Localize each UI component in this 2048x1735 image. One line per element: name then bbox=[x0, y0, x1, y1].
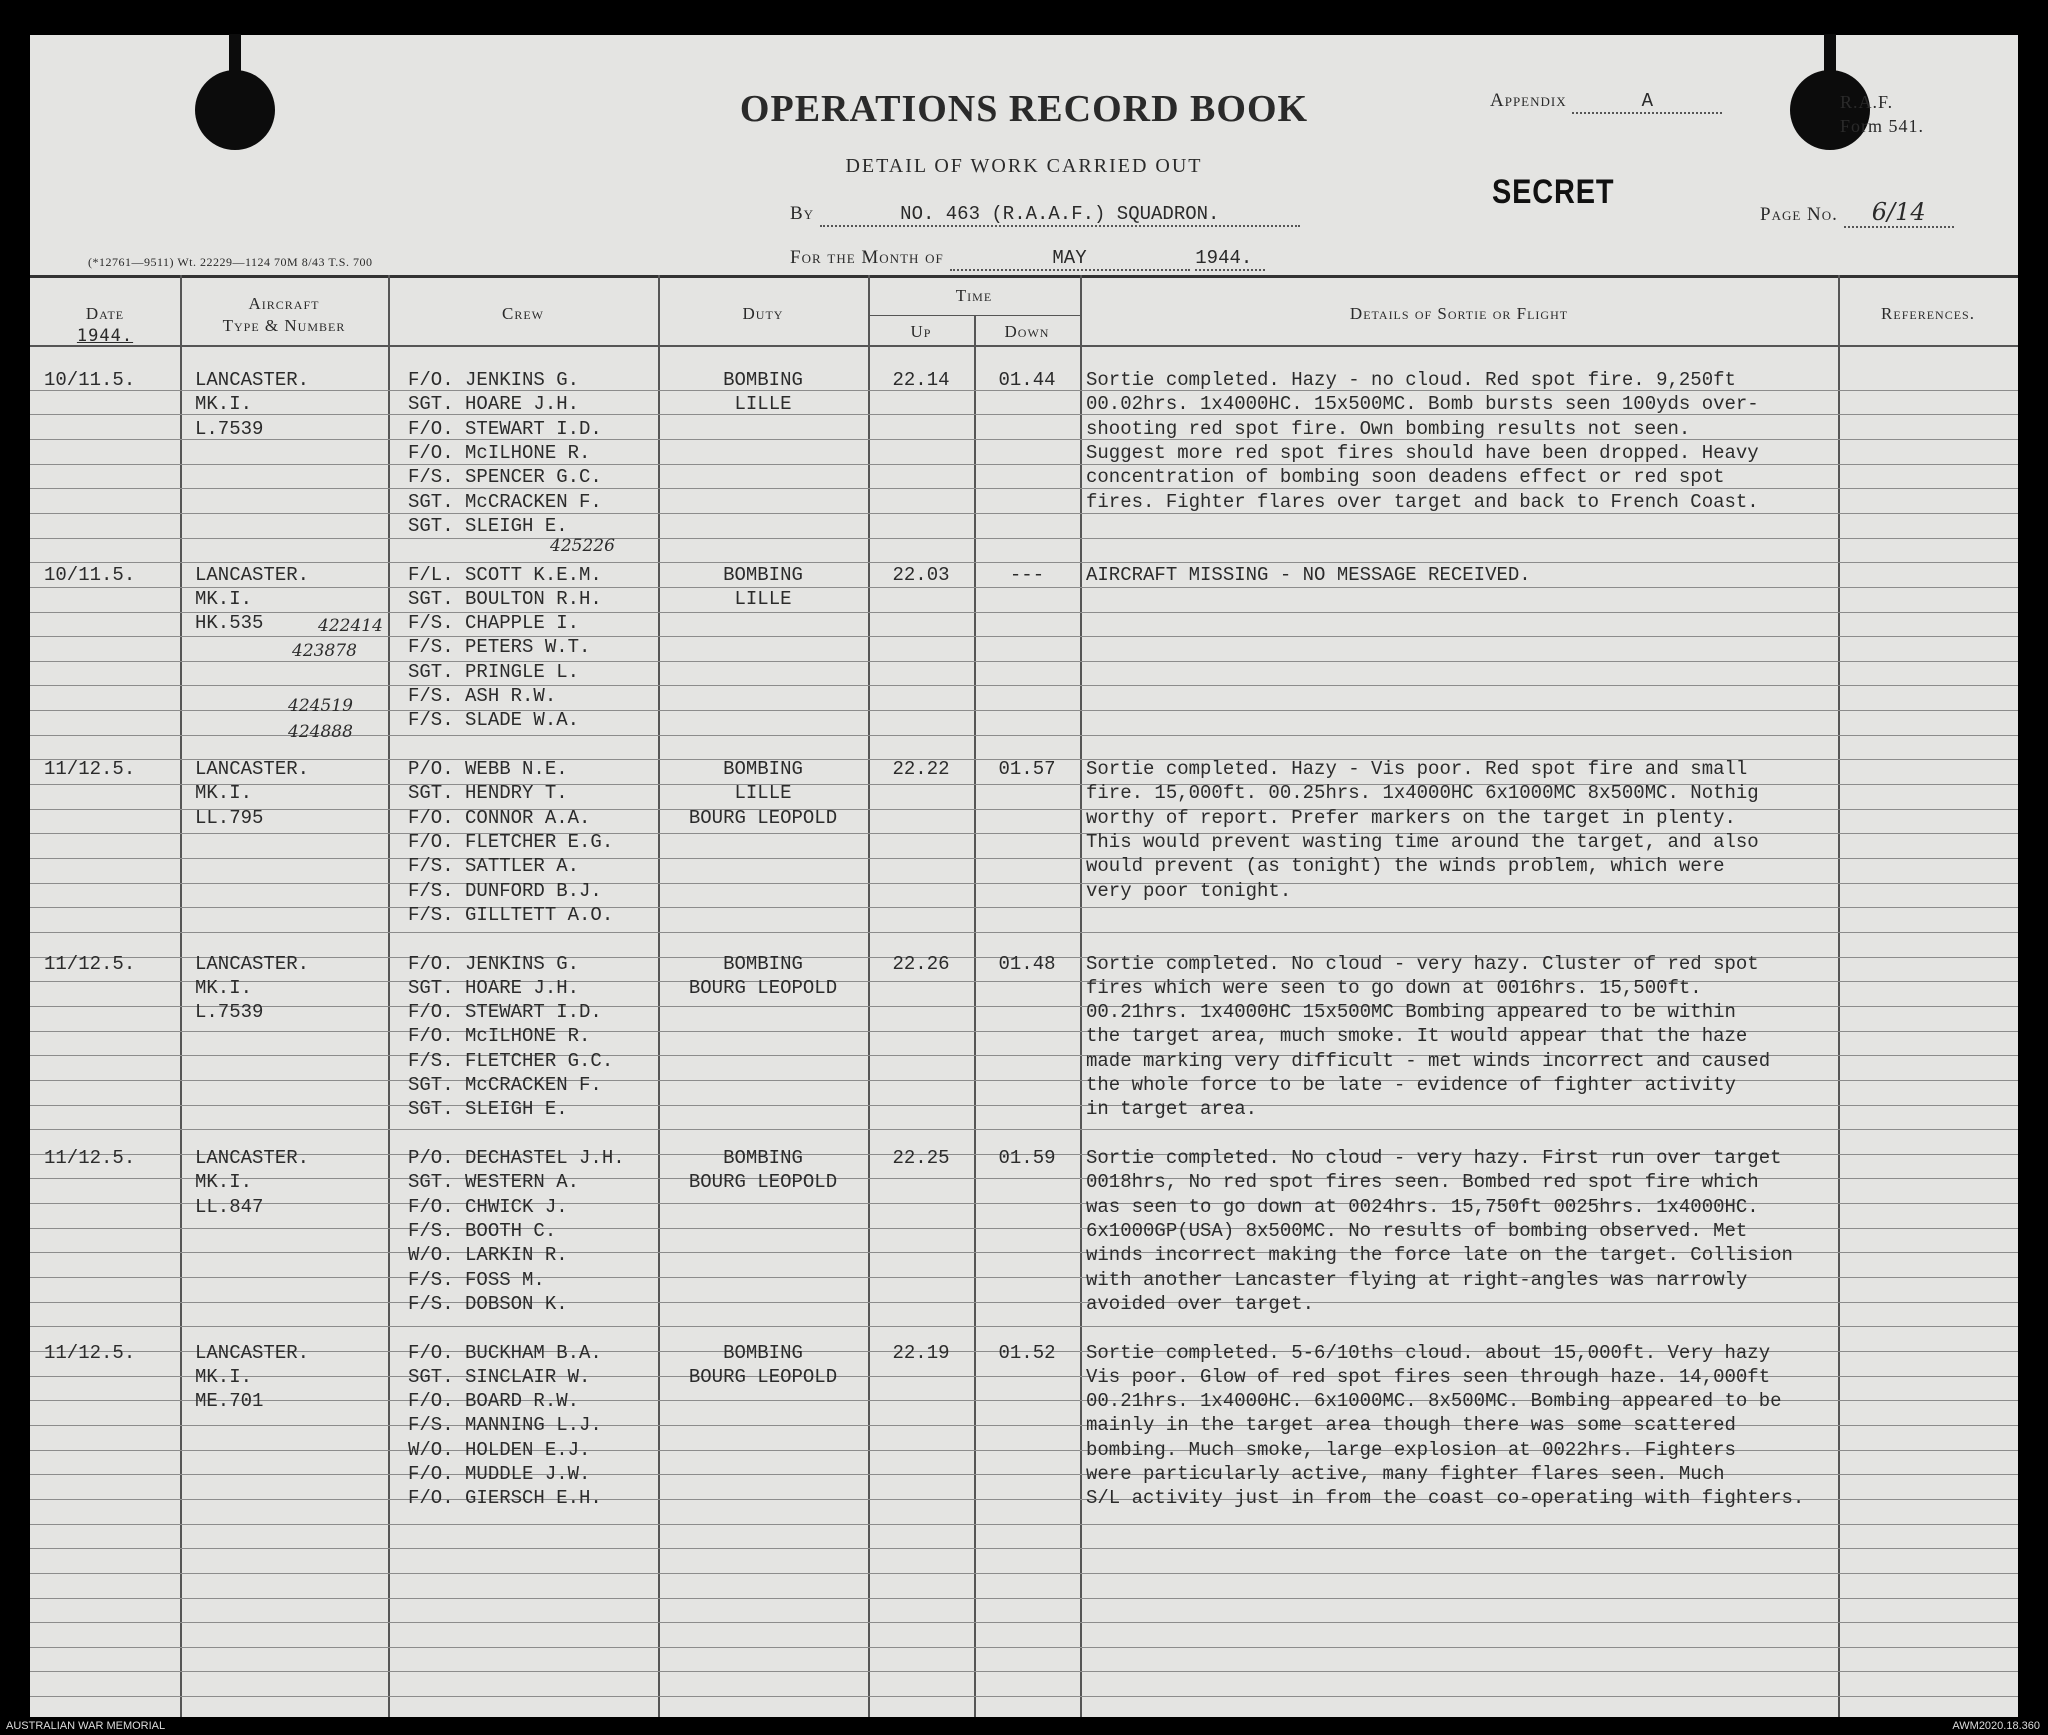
squadron-field bbox=[790, 203, 1300, 227]
month-label: For the Month of bbox=[790, 247, 944, 268]
ruled-line bbox=[30, 1129, 2018, 1130]
ruled-line bbox=[30, 1548, 2018, 1549]
sortie-detail-line: winds incorrect making the force late on the target. Collision bbox=[1086, 1244, 1793, 1267]
record-sheet bbox=[30, 35, 2018, 1717]
crew-member: SGT. HENDRY T. bbox=[408, 782, 568, 805]
aircraft-header-sub: Type & Number bbox=[222, 316, 346, 335]
footer-left: AUSTRALIAN WAR MEMORIAL bbox=[6, 1720, 166, 1732]
aircraft-line: L.7539 bbox=[195, 417, 264, 440]
sortie-detail-line: 6x1000GP(USA) 8x500MC. No results of bombing observed. Met bbox=[1086, 1219, 1748, 1242]
page-value: 6/14 bbox=[1844, 198, 1954, 228]
crew-member: F/S. MANNING L.J. bbox=[408, 1414, 602, 1437]
form-line-2: Form 541. bbox=[1840, 116, 1925, 136]
crew-member: F/O. CONNOR A.A. bbox=[408, 806, 591, 829]
secret-stamp: SECRET bbox=[1492, 173, 1615, 211]
sortie-detail-line: with another Lancaster flying at right-angles was narrowly bbox=[1086, 1268, 1748, 1291]
page-subtitle: DETAIL OF WORK CARRIED OUT bbox=[845, 155, 1203, 177]
date-header-year: 1944. bbox=[76, 326, 134, 346]
sortie-detail-line: Vis poor. Glow of red spot fires seen through haze. 14,000ft bbox=[1086, 1365, 1771, 1388]
crew-member: F/S. BOOTH C. bbox=[408, 1219, 557, 1242]
duty-line: LILLE bbox=[734, 393, 792, 416]
sortie-detail-line: Sortie completed. No cloud - very hazy. Cluster of red spot bbox=[1086, 952, 1759, 975]
sortie-detail-line: Sortie completed. 5-6/10ths cloud. about 15,000ft. Very hazy bbox=[1086, 1341, 1771, 1364]
duty-line: BOURG LEOPOLD bbox=[688, 976, 838, 999]
form-number bbox=[1840, 90, 1924, 138]
details-header: Details of Sortie or Flight bbox=[1349, 304, 1569, 323]
ruled-line bbox=[30, 1524, 2018, 1525]
sortie-detail-line: fire. 15,000ft. 00.25hrs. 1x4000HC 6x1000MC 8x500MC. Nothig bbox=[1086, 782, 1759, 805]
ruled-line bbox=[30, 1622, 2018, 1623]
duty-line: BOURG LEOPOLD bbox=[688, 1365, 838, 1388]
duty-line: BOURG LEOPOLD bbox=[688, 1171, 838, 1194]
handwritten-service-number: 423878 bbox=[292, 641, 357, 661]
time-up: 22.25 bbox=[892, 1147, 950, 1169]
time-down: 01.52 bbox=[998, 1341, 1056, 1364]
time-down: 01.57 bbox=[998, 758, 1056, 780]
sortie-detail-line: 00.21hrs. 1x4000HC. 6x1000MC. 8x500MC. Bombing appeared to be bbox=[1086, 1390, 1782, 1413]
crew-member: F/O. BOARD R.W. bbox=[408, 1390, 580, 1413]
crew-member: F/S. SATTLER A. bbox=[408, 855, 580, 878]
crew-member: P/O. WEBB N.E. bbox=[408, 758, 568, 780]
crew-member: SGT. HOARE J.H. bbox=[408, 393, 580, 416]
by-label: By bbox=[790, 203, 815, 224]
time-up: 22.03 bbox=[892, 563, 950, 586]
crew-member: SGT. SLEIGH E. bbox=[408, 514, 568, 537]
ruled-line bbox=[30, 685, 2018, 686]
sortie-detail-line: Sortie completed. No cloud - very hazy. First run over target bbox=[1086, 1147, 1782, 1169]
sortie-detail-line: Sortie completed. Hazy - Vis poor. Red spot fire and small bbox=[1086, 758, 1748, 780]
ruled-line bbox=[30, 883, 2018, 884]
duty-header: Duty bbox=[742, 304, 784, 323]
aircraft-line: MK.I. bbox=[195, 976, 253, 999]
crew-member: F/S. PETERS W.T. bbox=[408, 636, 591, 659]
date-header-label: Date bbox=[85, 304, 125, 323]
time-up: 22.26 bbox=[892, 952, 950, 975]
duty-line: BOMBING bbox=[723, 1341, 803, 1364]
crew-member: F/S. DOBSON K. bbox=[408, 1292, 568, 1315]
crew-member: SGT. PRINGLE L. bbox=[408, 660, 580, 683]
sortie-detail-line: were particularly active, many fighter flares seen. Much bbox=[1086, 1463, 1725, 1485]
ruled-line bbox=[30, 1326, 2018, 1327]
crew-member: F/O. BUCKHAM B.A. bbox=[408, 1341, 602, 1364]
crew-member: F/O. STEWART I.D. bbox=[408, 1001, 602, 1024]
col-rule-7 bbox=[1838, 275, 1840, 1717]
crew-member: F/S. SLADE W.A. bbox=[408, 709, 580, 732]
sortie-detail-line: 0018hrs, No red spot fires seen. Bombed red spot fire which bbox=[1086, 1171, 1759, 1194]
crew-member: F/O. McILHONE R. bbox=[408, 1025, 591, 1048]
crew-member: SGT. HOARE J.H. bbox=[408, 976, 580, 999]
crew-member: SGT. SLEIGH E. bbox=[408, 1098, 568, 1121]
col-rule-1 bbox=[180, 275, 182, 1717]
date-header bbox=[30, 303, 180, 347]
ruled-line bbox=[30, 981, 2018, 982]
crew-member: F/O. JENKINS G. bbox=[408, 369, 580, 391]
crew-member: F/S. GILLTETT A.O. bbox=[408, 903, 614, 926]
crew-member: F/S. DUNFORD B.J. bbox=[408, 879, 602, 902]
crew-member: SGT. WESTERN A. bbox=[408, 1171, 580, 1194]
print-reference: (*12761—9511) Wt. 22229—1124 70M 8/43 T.S. 700 bbox=[88, 255, 373, 269]
sortie-detail-line: avoided over target. bbox=[1086, 1292, 1315, 1315]
col-rule-6 bbox=[1080, 275, 1082, 1717]
handwritten-service-number: 425226 bbox=[550, 536, 615, 556]
aircraft-line: LL.795 bbox=[195, 806, 264, 829]
time-down: 01.44 bbox=[998, 369, 1056, 391]
aircraft-line: LANCASTER. bbox=[195, 563, 310, 586]
crew-member: F/S. FOSS M. bbox=[408, 1268, 545, 1291]
crew-member: SGT. McCRACKEN F. bbox=[408, 1074, 602, 1096]
sortie-detail-line: very poor tonight. bbox=[1086, 879, 1292, 902]
duty-line: BOMBING bbox=[723, 758, 803, 780]
ruled-line bbox=[30, 1573, 2018, 1574]
sortie-detail-line: would prevent (as tonight) the winds problem, which were bbox=[1086, 855, 1725, 878]
up-header: Up bbox=[910, 322, 932, 341]
time-down: 01.59 bbox=[998, 1147, 1056, 1169]
col-rule-5 bbox=[974, 315, 976, 1717]
aircraft-line: LANCASTER. bbox=[195, 1147, 310, 1169]
squadron-value: NO. 463 (R.A.A.F.) SQUADRON. bbox=[820, 203, 1300, 227]
crew-member: SGT. BOULTON R.H. bbox=[408, 587, 602, 610]
sortie-detail-line: mainly in the target area though there was some scattered bbox=[1086, 1414, 1736, 1437]
crew-member: F/O. STEWART I.D. bbox=[408, 417, 602, 440]
references-header: References. bbox=[1881, 304, 1975, 323]
sortie-detail-line: fires which were seen to go down at 0016hrs. 15,500ft. bbox=[1086, 976, 1702, 999]
col-rule-4 bbox=[868, 275, 870, 1717]
form-line-1: R.A.F. bbox=[1840, 92, 1894, 112]
aircraft-header bbox=[180, 293, 388, 337]
entry-date: 11/12.5. bbox=[44, 758, 136, 780]
aircraft-line: ME.701 bbox=[195, 1390, 264, 1413]
duty-line: BOURG LEOPOLD bbox=[688, 806, 838, 829]
entry-date: 11/12.5. bbox=[44, 1341, 136, 1364]
aircraft-line: MK.I. bbox=[195, 587, 253, 610]
handwritten-service-number: 424888 bbox=[288, 722, 353, 742]
aircraft-line: LANCASTER. bbox=[195, 1341, 310, 1364]
header-bottom-rule bbox=[30, 345, 2018, 347]
table-top-rule bbox=[30, 275, 2018, 278]
time-up: 22.19 bbox=[892, 1341, 950, 1364]
ruled-line bbox=[30, 1696, 2018, 1697]
footer-right: AWM2020.18.360 bbox=[1952, 1720, 2040, 1732]
appendix-value: A bbox=[1572, 90, 1722, 114]
sortie-detail-line: made marking very difficult - met winds incorrect and caused bbox=[1086, 1049, 1771, 1072]
crew-header: Crew bbox=[502, 304, 544, 323]
sortie-detail-line: the target area, much smoke. It would appear that the haze bbox=[1086, 1025, 1748, 1048]
aircraft-header-label: Aircraft bbox=[248, 294, 320, 313]
page-number-field bbox=[1760, 198, 1954, 228]
entry-date: 10/11.5. bbox=[44, 369, 136, 391]
sortie-detail-line: was seen to go down at 0024hrs. 15,750ft 0025hrs. 1x4000HC. bbox=[1086, 1195, 1759, 1218]
sortie-detail-line: 00.02hrs. 1x4000HC. 15x500MC. Bomb bursts seen 100yds over- bbox=[1086, 393, 1759, 416]
crew-member: F/O. JENKINS G. bbox=[408, 952, 580, 975]
sortie-detail-line: shooting red spot fire. Own bombing results not seen. bbox=[1086, 417, 1691, 440]
crew-member: F/S. FLETCHER G.C. bbox=[408, 1049, 614, 1072]
time-header: Time bbox=[955, 286, 993, 305]
aircraft-line: LANCASTER. bbox=[195, 758, 310, 780]
handwritten-service-number: 424519 bbox=[288, 696, 353, 716]
sortie-detail-line: S/L activity just in from the coast co-operating with fighters. bbox=[1086, 1487, 1805, 1510]
time-down: --- bbox=[1009, 563, 1045, 586]
sortie-detail-line: Suggest more red spot fires should have been dropped. Heavy bbox=[1086, 441, 1759, 464]
sortie-detail-line: in target area. bbox=[1086, 1098, 1258, 1121]
crew-member: F/O. MUDDLE J.W. bbox=[408, 1463, 591, 1485]
crew-member: F/O. GIERSCH E.H. bbox=[408, 1487, 602, 1510]
duty-line: LILLE bbox=[734, 587, 792, 610]
duty-line: LILLE bbox=[734, 782, 792, 805]
time-up: 22.14 bbox=[892, 369, 950, 391]
crew-member: W/O. LARKIN R. bbox=[408, 1244, 568, 1267]
appendix-field bbox=[1490, 90, 1722, 114]
crew-member: W/O. HOLDEN E.J. bbox=[408, 1438, 591, 1461]
crew-member: SGT. SINCLAIR W. bbox=[408, 1365, 591, 1388]
crew-member: F/S. SPENCER G.C. bbox=[408, 466, 602, 489]
sortie-detail-line: concentration of bombing soon deadens effect or red spot bbox=[1086, 466, 1725, 489]
col-rule-2 bbox=[388, 275, 390, 1717]
aircraft-line: MK.I. bbox=[195, 393, 253, 416]
time-down: 01.48 bbox=[998, 952, 1056, 975]
entry-date: 10/11.5. bbox=[44, 563, 136, 586]
duty-line: BOMBING bbox=[723, 1147, 803, 1169]
entry-date: 11/12.5. bbox=[44, 1147, 136, 1169]
aircraft-line: L.7539 bbox=[195, 1001, 264, 1024]
page-title: OPERATIONS RECORD BOOK bbox=[739, 88, 1309, 130]
sortie-detail-line: This would prevent wasting time around the target, and also bbox=[1086, 830, 1759, 853]
aircraft-line: LANCASTER. bbox=[195, 952, 310, 975]
ruled-line bbox=[30, 1647, 2018, 1648]
sortie-detail-line: bombing. Much smoke, large explosion at 0022hrs. Fighters bbox=[1086, 1438, 1736, 1461]
crew-member: P/O. DECHASTEL J.H. bbox=[408, 1147, 625, 1169]
crew-member: F/S. ASH R.W. bbox=[408, 685, 557, 707]
time-up: 22.22 bbox=[892, 758, 950, 780]
ruled-line bbox=[30, 932, 2018, 933]
duty-line: BOMBING bbox=[723, 369, 803, 391]
crew-member: F/S. CHAPPLE I. bbox=[408, 612, 580, 635]
ruled-line bbox=[30, 1598, 2018, 1599]
ruled-line bbox=[30, 1105, 2018, 1106]
sortie-detail-line: worthy of report. Prefer markers on the target in plenty. bbox=[1086, 806, 1736, 829]
aircraft-line: LL.847 bbox=[195, 1195, 264, 1218]
crew-member: F/L. SCOTT K.E.M. bbox=[408, 563, 602, 586]
ruled-line bbox=[30, 1302, 2018, 1303]
aircraft-line: MK.I. bbox=[195, 782, 253, 805]
sortie-detail-line: AIRCRAFT MISSING - NO MESSAGE RECEIVED. bbox=[1086, 563, 1531, 586]
aircraft-line: LANCASTER. bbox=[195, 369, 310, 391]
ruled-line bbox=[30, 1671, 2018, 1672]
page-label: Page No. bbox=[1760, 204, 1838, 225]
duty-line: BOMBING bbox=[723, 563, 803, 586]
sortie-detail-line: fires. Fighter flares over target and back to French Coast. bbox=[1086, 490, 1759, 513]
sortie-detail-line: 00.21hrs. 1x4000HC 15x500MC Bombing appeared to be within bbox=[1086, 1001, 1736, 1024]
month-field bbox=[790, 247, 1265, 271]
crew-member: SGT. McCRACKEN F. bbox=[408, 490, 602, 513]
aircraft-line: MK.I. bbox=[195, 1171, 253, 1194]
down-header: Down bbox=[1004, 322, 1050, 341]
crew-member: F/O. McILHONE R. bbox=[408, 441, 591, 464]
year-value: 1944. bbox=[1195, 247, 1265, 271]
ruled-line bbox=[30, 439, 2018, 440]
sortie-detail-line: Sortie completed. Hazy - no cloud. Red spot fire. 9,250ft bbox=[1086, 369, 1736, 391]
duty-line: BOMBING bbox=[723, 952, 803, 975]
ruled-line bbox=[30, 612, 2018, 613]
sortie-detail-line: the whole force to be late - evidence of fighter activity bbox=[1086, 1074, 1736, 1096]
aircraft-line: HK.535 bbox=[195, 612, 264, 635]
entry-date: 11/12.5. bbox=[44, 952, 136, 975]
ruled-line bbox=[30, 907, 2018, 908]
crew-member: F/O. FLETCHER E.G. bbox=[408, 830, 614, 853]
crew-member: F/O. CHWICK J. bbox=[408, 1195, 568, 1218]
handwritten-service-number: 422414 bbox=[318, 616, 383, 636]
aircraft-line: MK.I. bbox=[195, 1365, 253, 1388]
appendix-label: Appendix bbox=[1490, 90, 1567, 111]
month-value: MAY bbox=[950, 247, 1190, 271]
ruled-line bbox=[30, 538, 2018, 539]
